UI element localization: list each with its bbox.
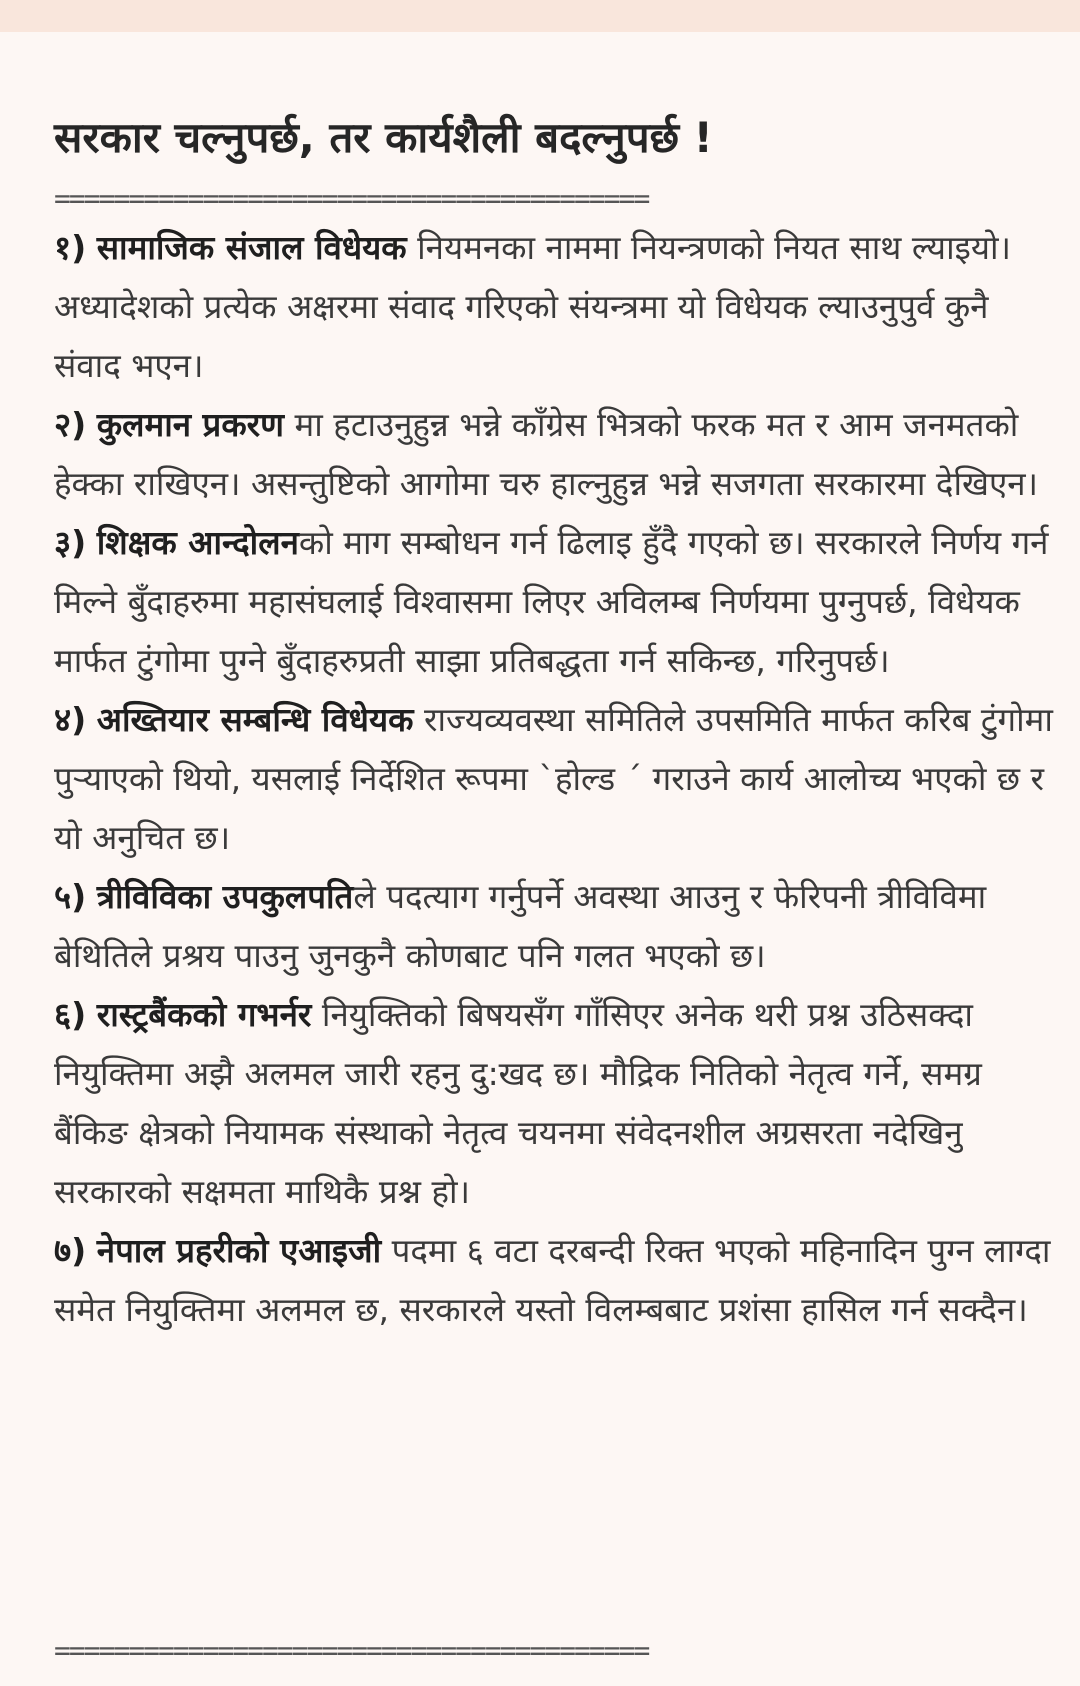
- point-number: ३): [54, 523, 87, 562]
- point-number: ४): [54, 700, 87, 739]
- point-number: २): [54, 405, 87, 444]
- point-keyword: कुलमान प्रकरण: [96, 405, 285, 444]
- divider-top: ========================================: [54, 184, 649, 214]
- top-band: [0, 0, 1080, 32]
- point-item: [54, 867, 1064, 985]
- point-item: [54, 985, 1064, 1221]
- point-item: [54, 395, 1064, 513]
- point-keyword: अख्तियार सम्बन्धि विधेयक: [96, 700, 414, 739]
- point-item: [54, 1221, 1064, 1339]
- point-text: राज्यव्यवस्था समितिले उपसमिति मार्फत करिब टुंगोमा पुऱ्याएको थियो, यसलाई निर्देशित रूपमा `होल्ड ´ गराउने कार्य आलोच्य भएको छ र यो अनुचित छ।: [54, 700, 1053, 857]
- divider-bottom: ========================================: [54, 1636, 649, 1666]
- point-text: नियुक्तिको बिषयसँग गाँसिएर अनेक थरी प्रश्न उठिसक्दा नियुक्तिमा अझै अलमल जारी रहनु दु:खद छ। मौद्रिक नितिको नेतृत्व गर्ने, समग्र बैंकिङ क्षेत्रको नियामक संस्थाको नेतृत्व चयनमा संवेदनशील अग्रसरता नदेखिनु सरकारको सक्षमता माथिकै प्रश्न हो।: [54, 995, 982, 1211]
- point-item: [54, 218, 1064, 395]
- point-number: ७): [54, 1231, 87, 1270]
- point-keyword: रास्ट्रबैंकको गभर्नर: [96, 995, 312, 1034]
- post-title: सरकार चल्नुपर्छ, तर कार्यशैली बदल्नुपर्छ !: [54, 113, 713, 162]
- point-keyword: सामाजिक संजाल विधेयक: [96, 228, 407, 267]
- point-list: [54, 218, 1064, 1339]
- point-keyword: त्रीविविका उपकुलपति: [96, 877, 354, 916]
- point-text: मा हटाउनुहुन्न भन्ने काँग्रेस भित्रको फरक मत र आम जनमतको हेक्का राखिएन। असन्तुष्टिको आगोमा चरु हाल्नुहुन्न भन्ने सजगता सरकारमा देखिएन।: [54, 405, 1039, 503]
- point-number: १): [54, 228, 87, 267]
- point-text: को माग सम्बोधन गर्न ढिलाइ हुँदै गएको छ। सरकारले निर्णय गर्न मिल्ने बुँदाहरुमा महासंघलाई विश्वासमा लिएर अविलम्ब निर्णयमा पुग्नुपर्छ, विधेयक मार्फत टुंगोमा पुग्ने बुँदाहरुप्रती साझा प्रतिबद्धता गर्न सकिन्छ, गरिनुपर्छ।: [54, 523, 1049, 680]
- point-keyword: नेपाल प्रहरीको एआइजी: [96, 1231, 382, 1270]
- point-text: ले पदत्याग गर्नुपर्ने अवस्था आउनु र फेरिपनी त्रीविविमा बेथितिले प्रश्रय पाउनु जुनकुनै कोणबाट पनि गलत भएको छ।: [54, 877, 987, 975]
- point-text: पदमा ६ वटा दरबन्दी रिक्त भएको महिनादिन पुग्न लाग्दा समेत नियुक्तिमा अलमल छ, सरकारले यस्तो विलम्बबाट प्रशंसा हासिल गर्न सक्दैन।: [54, 1231, 1051, 1329]
- post-content: [54, 110, 1064, 1339]
- point-text: नियमनका नाममा नियन्त्रणको नियत साथ ल्याइयो। अध्यादेशको प्रत्येक अक्षरमा संवाद गरिएको संयन्त्रमा यो विधेयक ल्याउनुपुर्व कुनै संवाद भएन।: [54, 228, 1012, 385]
- point-keyword: शिक्षक आन्दोलन: [96, 523, 299, 562]
- point-item: [54, 690, 1064, 867]
- point-item: [54, 513, 1064, 690]
- point-number: ६): [54, 995, 87, 1034]
- point-number: ५): [54, 877, 87, 916]
